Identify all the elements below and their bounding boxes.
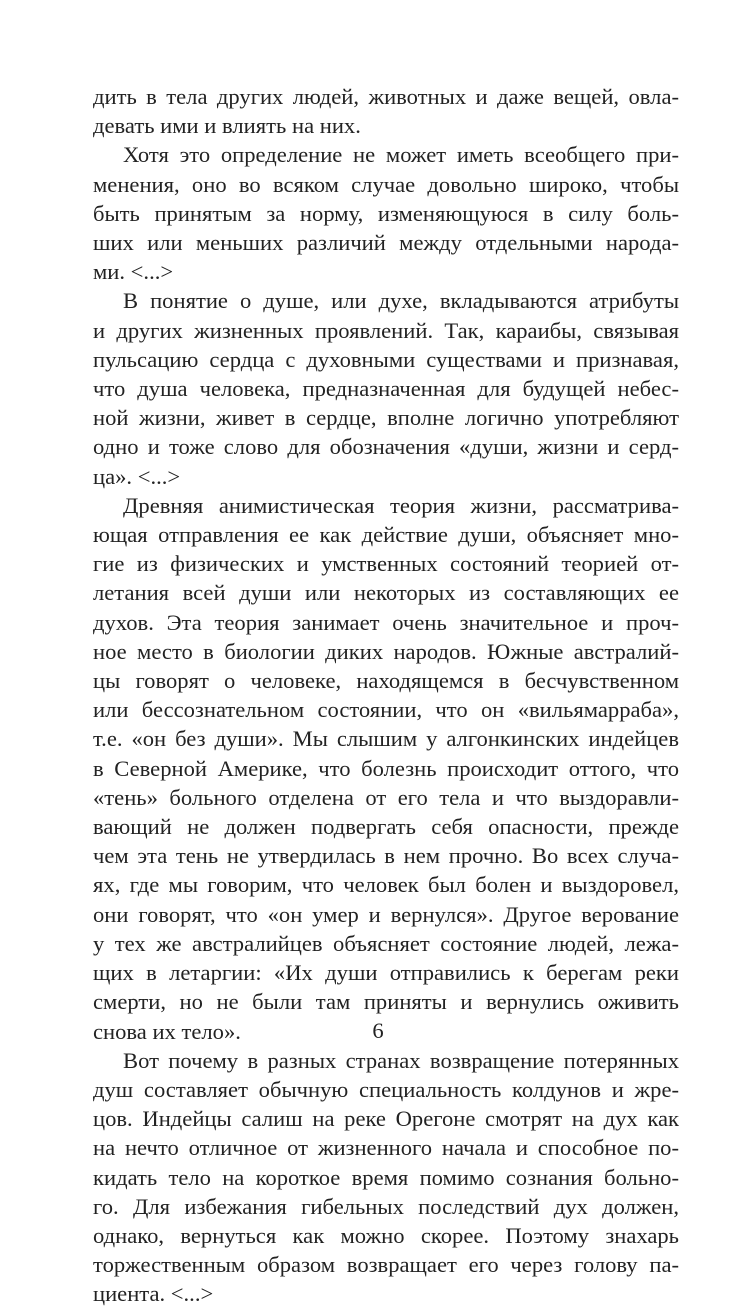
text-line: дить в тела других людей, животных и даже вещей, овла- — [93, 84, 679, 109]
paragraph-3 — [93, 286, 679, 490]
text-line: быть принятым за норму, изменяющуюся в силу боль- — [93, 200, 679, 226]
text-line: ца». <...> — [93, 463, 181, 489]
text-line: ми. <...> — [93, 259, 174, 285]
text-line: чем эта тень не утвердилась в нем прочно. Во всех случа- — [93, 843, 679, 869]
text-line: цов. Индейцы салиш на реке Орегоне смотрят на дух как — [93, 1106, 679, 1132]
text-line: или бессознательном состоянии, что он «вильямарраба», — [93, 697, 679, 723]
text-line: пульсацию сердца с духовными существами и признавая, — [93, 346, 679, 372]
text-line: снова их тело». — [93, 1018, 241, 1044]
text-line: ной жизни, живет в сердце, вполне логично употребляют — [93, 405, 679, 431]
text-line: «тень» больного отделена от его тела и что выздоравли- — [93, 784, 679, 810]
paragraph-1 — [93, 82, 679, 140]
text-line: го. Для избежания гибельных последствий дух должен, — [93, 1193, 679, 1219]
page-number: 6 — [372, 1018, 384, 1043]
text-line: ших или меньших различий между отдельными народа- — [93, 230, 679, 256]
text-line: Вот почему в разных странах возвращение потерянных — [123, 1047, 679, 1073]
paragraph-5 — [93, 1046, 679, 1309]
text-line: и других жизненных проявлений. Так, карaибы, связывая — [93, 317, 679, 343]
text-line: духов. Эта теория занимает очень значительное и проч- — [93, 609, 679, 635]
paragraph-4 — [93, 491, 679, 1046]
text-line: кидать тело на короткое время помимо сознания больно- — [93, 1164, 679, 1190]
text-line: душ составляет обычную специальность колдунов и жре- — [93, 1076, 679, 1102]
text-line: что душа человека, предназначенная для будущей небес- — [93, 376, 679, 402]
text-line: ное место в биологии диких народов. Южные австралий- — [93, 638, 679, 664]
text-line: торжественным образом возвращает его через голову па- — [93, 1252, 679, 1278]
text-line: они говорят, что «он умер и вернулся». Другое верование — [93, 901, 679, 927]
text-line: в Северной Америке, что болезнь происходит оттого, что — [93, 755, 679, 781]
text-line: щих в летаргии: «Их души отправились к берегам реки — [93, 960, 679, 986]
text-line: на нечто отличное от жизненного начала и способное по- — [93, 1135, 679, 1161]
text-line: ях, где мы говорим, что человек был болен и выздоровел, — [93, 872, 679, 898]
text-line: ющая отправления ее как действие души, объясняет мно- — [93, 522, 679, 548]
text-line: менения, оно во всяком случае довольно широко, чтобы — [93, 171, 679, 197]
text-line: у тех же австралийцев объясняет состояние людей, лежа- — [93, 930, 679, 956]
text-line: смерти, но не были там приняты и вернулись оживить — [93, 989, 679, 1015]
text-line: т.е. «он без души». Мы слышим у алгонкинских индейцев — [93, 726, 679, 752]
text-line: одно и тоже слово для обозначения «души, жизни и серд- — [93, 434, 679, 460]
text-line: однако, вернуться как можно скорее. Поэтому знахарь — [93, 1222, 679, 1248]
paragraph-2 — [93, 140, 679, 286]
text-line: девать ими и влиять на них. — [93, 113, 361, 139]
page-body — [93, 82, 679, 1309]
text-line: вающий не должен подвергать себя опасности, прежде — [93, 814, 679, 840]
text-line: летания всей души или некоторых из составляющих ее — [93, 580, 679, 606]
text-line: В понятие о душе, или духе, вкладываются атрибуты — [123, 288, 679, 314]
text-line: гие из физических и умственных состояний теорией от- — [93, 551, 679, 577]
text-line: Древняя анимистическая теория жизни, рассматрива- — [123, 492, 679, 518]
text-line: Хотя это определение не может иметь всеобщего при- — [123, 142, 679, 168]
text-line: циента. <...> — [93, 1281, 214, 1307]
text-line: цы говорят о человеке, находящемся в бесчувственном — [93, 668, 679, 694]
